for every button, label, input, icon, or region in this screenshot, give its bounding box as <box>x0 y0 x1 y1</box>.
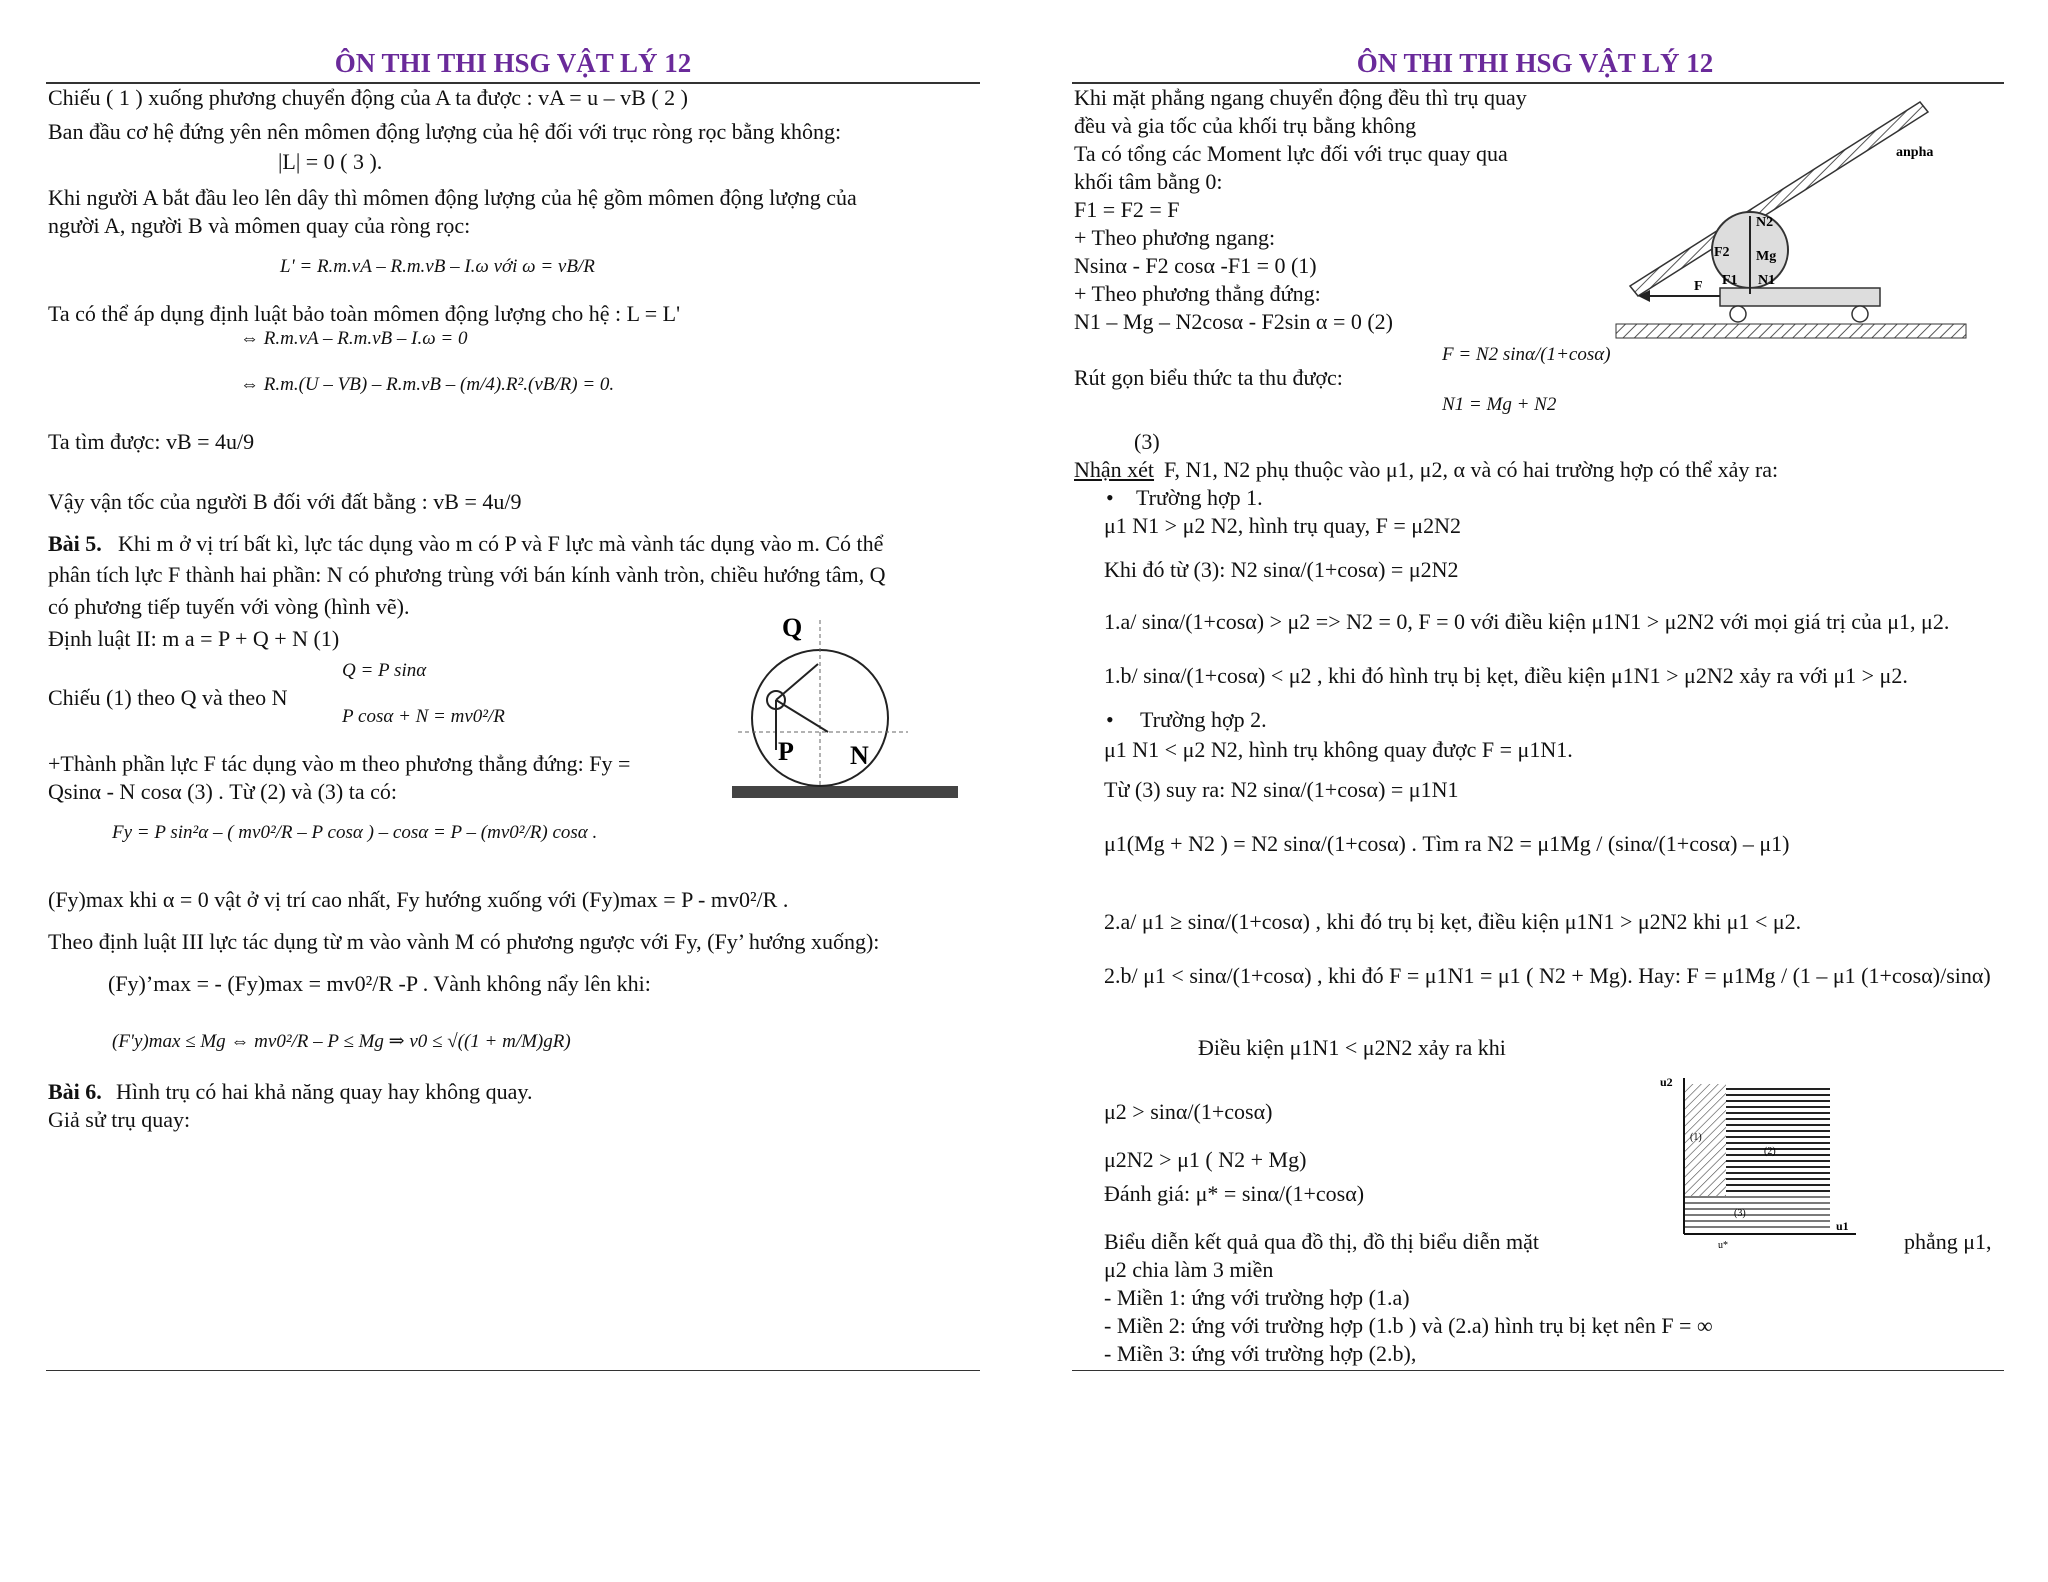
line-r28: μ2N2 > μ1 ( N2 + Mg) <box>1104 1147 1307 1172</box>
line-r35: - Miền 3: ứng với trường hợp (2.b), <box>1104 1341 1417 1366</box>
line-r12: (3) <box>1134 429 1160 454</box>
region-2 <box>1726 1084 1830 1196</box>
line-l6: Ta có thể áp dụng định luật bảo toàn mômen động lượng cho hệ : L = L' <box>48 301 681 326</box>
fig-q-label: Q <box>782 613 803 642</box>
line-l15: Chiếu (1) theo Q và theo N <box>48 685 288 710</box>
line-l12: phân tích lực F thành hai phần: N có phương trùng với bán kính vành tròn, chiều hướng tâm, Q <box>48 562 886 587</box>
right-footer-rule <box>1072 1370 2004 1371</box>
line-l11: Khi m ở vị trí bất kì, lực tác dụng vào m có P và F lực mà vành tác dụng vào m. Có thể <box>118 531 884 556</box>
line-r18: 1.a/ sinα/(1+cosα) > μ2 => N2 = 0, F = 0 với điều kiện μ1N1 > μ2N2 với mọi giá trị của μ1, μ2. <box>1104 609 1950 634</box>
line-l25: Hình trụ có hai khả năng quay hay không quay. <box>116 1079 533 1104</box>
line-l22: Theo định luật III lực tác dụng từ m vào vành M có phương ngược với Fy, (Fy’ hướng xuống): <box>48 929 880 954</box>
formula-l8: ⇔ R.m.(U – VB) – R.m.vB – (m/4).R².(vB/R) = 0. <box>240 374 615 395</box>
line-r5: + Theo phương ngang: <box>1074 225 1276 250</box>
bullet-2: • <box>1106 707 1114 732</box>
line-r9: Rút gọn biểu thức ta thu được: <box>1074 365 1343 390</box>
formula-l16: Q = P sinα <box>342 660 427 681</box>
line-l4: người A, người B và mômen quay của ròng rọc: <box>48 213 471 238</box>
n1-label: N1 <box>1758 273 1776 288</box>
line-r14: F, N1, N2 phụ thuộc vào μ1, μ2, α và có hai trường hợp có thể xảy ra: <box>1164 457 1779 482</box>
ring-figure <box>728 600 968 810</box>
line-r4: F1 = F2 = F <box>1074 197 1180 222</box>
formula-l7: ⇔ R.m.vA – R.m.vB – I.ω = 0 <box>240 328 468 349</box>
bullet-1: • <box>1106 485 1114 510</box>
line-r17: Khi đó từ (3): N2 sinα/(1+cosα) = μ2N2 <box>1104 557 1459 582</box>
line-r21: μ1 N1 < μ2 N2, hình trụ không quay được F = μ1N1. <box>1104 737 1573 762</box>
formula-l24: (F'y)max ≤ Mg ⇔ mv0²/R – P ≤ Mg ⇒ v0 ≤ √((1 + m/M)gR) <box>112 1031 571 1052</box>
formula-r11: N1 = Mg + N2 <box>1442 394 1557 415</box>
line-r15: Trường hợp 1. <box>1136 485 1263 510</box>
region-2-label: (2) <box>1764 1146 1776 1157</box>
line-l1: Ban đầu cơ hệ đứng yên nên mômen động lượng của hệ đối với trục ròng rọc bằng không: <box>48 119 842 144</box>
line-r27: μ2 > sinα/(1+cosα) <box>1104 1099 1273 1124</box>
line-r8: N1 – Mg – N2cosα - F2sin α = 0 (2) <box>1074 309 1394 334</box>
formula-l5: L' = R.m.vA – R.m.vB – I.ω với ω = vB/R <box>280 256 595 277</box>
line-r34: - Miền 2: ứng với trường hợp (1.b ) và (2.a) hình trụ bị kẹt nên F = ∞ <box>1104 1313 1713 1338</box>
bai6-label: Bài 6. <box>48 1079 102 1104</box>
bai5-label: Bài 5. <box>48 531 102 556</box>
line-r0: Khi mặt phẳng ngang chuyển động đều thì trụ quay <box>1074 85 1527 110</box>
line-l21: (Fy)max khi α = 0 vật ở vị trí cao nhất, Fy hướng xuống với (Fy)max = P - mv0²/R . <box>48 887 789 912</box>
line-l14: Định luật II: m a = P + Q + N (1) <box>48 626 340 651</box>
formula-l20: Fy = P sin²α – ( mv0²/R – P cosα ) – cosα = P – (mv0²/R) cosα . <box>112 822 598 843</box>
left-footer-rule <box>46 1370 980 1371</box>
ring-ground <box>732 786 958 798</box>
region-3-label: (3) <box>1734 1208 1746 1219</box>
line-r32: μ2 chia làm 3 miền <box>1104 1257 1274 1282</box>
line-r20: Trường hợp 2. <box>1140 707 1267 732</box>
f-label: F <box>1694 279 1703 294</box>
line-r25: 2.b/ μ1 < sinα/(1+cosα) , khi đó F = μ1N1 = μ1 ( N2 + Mg). Hay: F = μ1Mg / (1 – μ1 (1+cosα)/sinα) <box>1104 963 1991 988</box>
anpha-label: anpha <box>1896 145 1934 160</box>
ustar-label: u* <box>1718 1240 1728 1251</box>
line-l2: |L| = 0 ( 3 ). <box>278 149 383 174</box>
line-r26: Điều kiện μ1N1 < μ2N2 xảy ra khi <box>1198 1035 1506 1060</box>
line-r16: μ1 N1 > μ2 N2, hình trụ quay, F = μ2N2 <box>1104 513 1461 538</box>
incline-figure <box>1610 90 1970 350</box>
regions-graph <box>1660 1074 1860 1251</box>
left-header: ÔN THI THI HSG VẬT LÝ 12 <box>334 48 692 78</box>
line-r19: 1.b/ sinα/(1+cosα) < μ2 , khi đó hình trụ bị kẹt, điều kiện μ1N1 > μ2N2 xảy ra với μ1 > μ2. <box>1104 663 1908 688</box>
u1-label: u1 <box>1836 1219 1849 1233</box>
fig-p-label: P <box>778 737 794 766</box>
line-r30: Biểu diễn kết quả qua đồ thị, đồ thị biểu diễn mặt <box>1104 1229 1540 1254</box>
line-r1: đều và gia tốc của khối trụ bằng không <box>1074 113 1417 138</box>
line-l13: có phương tiếp tuyến với vòng (hình vẽ). <box>48 594 410 619</box>
f2-label: F2 <box>1714 245 1730 260</box>
line-r7: + Theo phương thẳng đứng: <box>1074 281 1321 306</box>
f1-label: F1 <box>1722 273 1738 288</box>
region-3 <box>1684 1196 1830 1232</box>
line-l0: Chiếu ( 1 ) xuống phương chuyển động của A ta được : vA = u – vB ( 2 ) <box>48 85 688 110</box>
line-r13: Nhận xét <box>1074 457 1155 482</box>
line-l19: Qsinα - N cosα (3) . Từ (2) và (3) ta có: <box>48 779 397 804</box>
fig-n-label: N <box>850 741 869 770</box>
line-r23: μ1(Mg + N2 ) = N2 sinα/(1+cosα) . Tìm ra N2 = μ1Mg / (sinα/(1+cosα) – μ1) <box>1104 831 1790 856</box>
mg-label: Mg <box>1756 249 1777 264</box>
line-l18: +Thành phần lực F tác dụng vào m theo phương thẳng đứng: Fy = <box>48 751 631 776</box>
line-l10: Vậy vận tốc của người B đối với đất bằng : vB = 4u/9 <box>48 489 522 514</box>
line-l23: (Fy)’max = - (Fy)max = mv0²/R -P . Vành không nẩy lên khi: <box>108 971 651 996</box>
formula-r10: F = N2 sinα/(1+cosα) <box>1442 344 1611 365</box>
line-r22: Từ (3) suy ra: N2 sinα/(1+cosα) = μ1N1 <box>1104 777 1459 802</box>
u2-label: u2 <box>1660 1075 1673 1089</box>
region-1-label: (1) <box>1690 1132 1702 1143</box>
line-r24: 2.a/ μ1 ≥ sinα/(1+cosα) , khi đó trụ bị kẹt, điều kiện μ1N1 > μ2N2 khi μ1 < μ2. <box>1104 909 1802 934</box>
right-header: ÔN THI THI HSG VẬT LÝ 12 <box>1356 48 1714 78</box>
n2-label: N2 <box>1756 215 1774 230</box>
line-l26: Giả sử trụ quay: <box>48 1107 191 1132</box>
formula-l17: P cosα + N = mv0²/R <box>342 706 505 727</box>
line-r29: Đánh giá: μ* = sinα/(1+cosα) <box>1104 1181 1365 1206</box>
line-r33: - Miền 1: ứng với trường hợp (1.a) <box>1104 1285 1410 1310</box>
line-r3: khối tâm bằng 0: <box>1074 169 1223 194</box>
ground <box>1616 324 1966 338</box>
line-r2: Ta có tổng các Moment lực đối với trục quay qua <box>1074 141 1508 166</box>
cart <box>1720 288 1880 306</box>
line-l3: Khi người A bắt đầu leo lên dây thì mômen động lượng của hệ gồm mômen động lượng của <box>48 185 857 210</box>
line-r6: Nsinα - F2 cosα -F1 = 0 (1) <box>1074 253 1317 278</box>
line-l9: Ta tìm được: vB = 4u/9 <box>48 429 255 454</box>
line-r31: phẳng μ1, <box>1904 1229 1992 1254</box>
